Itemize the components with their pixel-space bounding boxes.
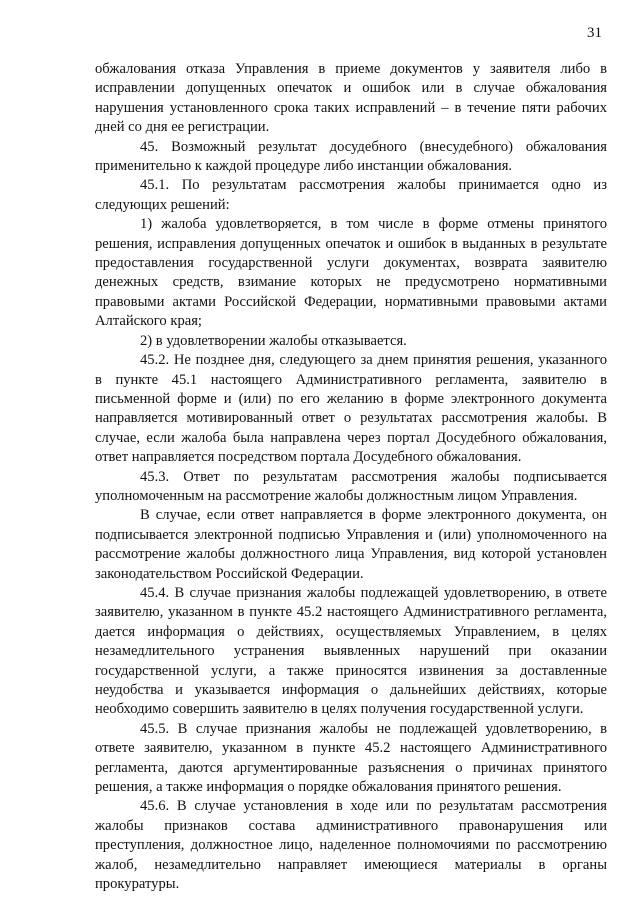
paragraph-45-6: 45.6. В случае установления в ходе или по результатам рассмотрения жалобы признаков состава административного правонарушения или преступления, должностное лицо, наделенное полномочиями по рассмотрению жалоб, незамедлительно направляет имеющиеся материалы в органы прокуратуры.	[95, 798, 607, 893]
document-body	[95, 60, 607, 894]
paragraph-45-3: 45.3. Ответ по результатам рассмотрения жалобы подписывается уполномоченным на рассмотрение жалобы должностным лицом Управления.	[95, 468, 607, 504]
paragraph-45-1: 45.1. По результатам рассмотрения жалобы принимается одно из следующих решений:	[95, 177, 607, 213]
paragraph-45-3-electronic: В случае, если ответ направляется в форме электронного документа, он подписывается электронной подписью Управления и (или) уполномоченного на рассмотрение жалобы должностного лица Управления, вид которой установлен законодательством Российской Федерации.	[95, 507, 607, 582]
paragraph-45-4: 45.4. В случае признания жалобы подлежащей удовлетворению, в ответе заявителю, указанном в пункте 45.2 настоящего Административного регламента, дается информация о действиях, осуществляемых Управлением, в целях незамедлительного устранения выявленных нарушений при оказании государственной услуги, а также приносятся извинения за доставленные неудобства и указывается информация о дальнейших действиях, которые необходимо совершить заявителю в целях получения государственной услуги.	[95, 584, 607, 718]
paragraph-45-1-item-1: 1) жалоба удовлетворяется, в том числе в форме отмены принятого решения, исправления допущенных опечаток и ошибок в выданных в результате предоставления государственной услуги документах, возврата заявителю денежных средств, взимание которых не предусмотрено нормативными правовыми актами Российской Федерации, нормативными правовыми актами Алтайского края;	[95, 216, 607, 330]
paragraph-45-2: 45.2. Не позднее дня, следующего за днем принятия решения, указанного в пункте 45.1 настоящего Административного регламента, заявителю в письменной форме и (или) по его желанию в форме электронного документа направляется мотивированный ответ о результатах рассмотрения жалобы. В случае, если жалоба была направлена через портал Досудебного обжалования, ответ направляется посредством портала Досудебного обжалования.	[95, 352, 607, 466]
page-number: 31	[587, 25, 602, 41]
paragraph-continuation: обжалования отказа Управления в приеме документов у заявителя либо в исправлении допущенных опечаток и ошибок или в случае обжалования нарушения установленного срока таких исправлений – в течение пяти рабочих дней со дня ее регистрации.	[95, 61, 607, 136]
paragraph-45-1-item-2: 2) в удовлетворении жалобы отказывается.	[140, 332, 407, 349]
paragraph-45-5: 45.5. В случае признания жалобы не подлежащей удовлетворению, в ответе заявителю, указанном в пункте 45.2 настоящего Административного регламента, даются аргументированные разъяснения о причинах принятого решения, а также информация о порядке обжалования принятого решения.	[95, 720, 607, 796]
paragraph-45: 45. Возможный результат досудебного (внесудебного) обжалования применительно к каждой процедуре либо инстанции обжалования.	[95, 138, 607, 175]
